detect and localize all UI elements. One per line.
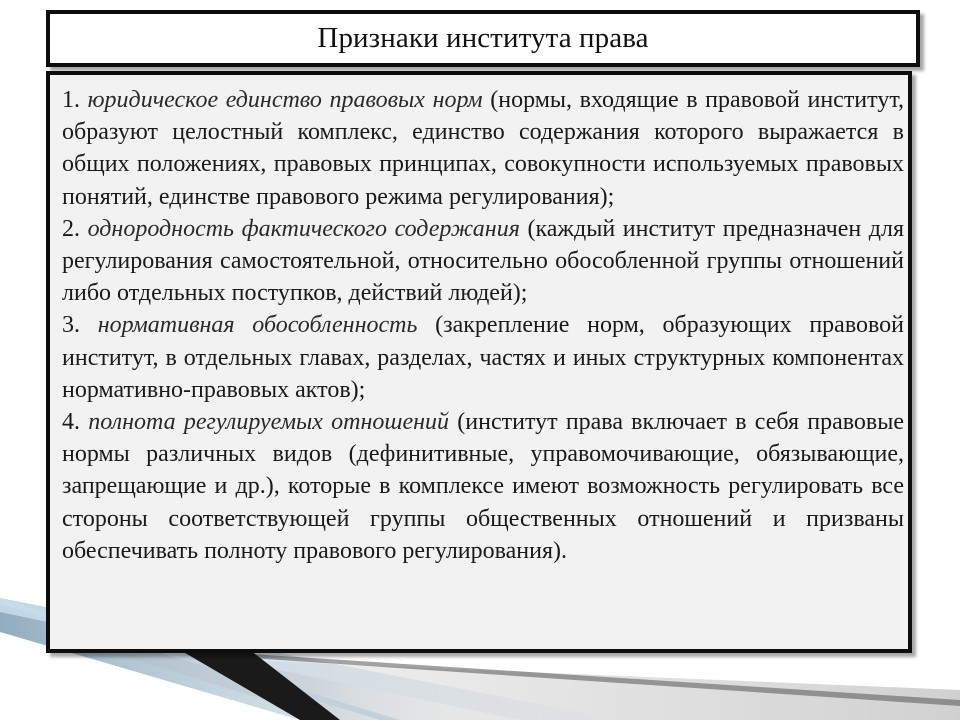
item-term: нормативная обособленность [97, 312, 418, 339]
list-item-2 [62, 213, 904, 310]
page-title: Признаки института права [317, 22, 649, 54]
content-panel [46, 71, 912, 653]
item-number: 4. [62, 409, 80, 436]
list-item-4 [62, 406, 904, 567]
item-number: 2. [62, 215, 80, 242]
item-number: 3. [62, 312, 80, 339]
item-text: (каждый институт предназначен для регулирования самостоятельной, относительно обособленной группы отношений либо отдельных поступков, действий людей); [62, 215, 905, 307]
list-item-1 [62, 84, 904, 213]
item-text: (закрепление норм, образующих правовой институт, в отдельных главах, разделах, частях и иных структурных компонентах нормативно-правовых актов); [62, 312, 905, 403]
item-number: 1. [62, 87, 80, 113]
item-text: (нормы, входящие в правовой институт, образуют целостный комплекс, единство содержания которого выражается в общих положениях, правовых принципах, совокупности используемых правовых понятий, единстве правового режима регулирования); [62, 87, 905, 210]
item-term: полнота регулируемых отношений [88, 409, 450, 436]
title-banner [46, 10, 920, 67]
item-term: юридическое единство правовых норм [87, 87, 483, 113]
item-term: однородность фактического содержания [87, 215, 520, 242]
item-text: (институт права включает в себя правовые нормы различных видов (дефинитивные, управомочивающие, обязывающие, запрещающие и др.), которые в комплексе имеют возможность регулировать все стороны соответствующей группы общественных отношений и призваны обеспечивать полноту правового регулирования). [62, 409, 905, 564]
list-item-3 [62, 309, 904, 406]
